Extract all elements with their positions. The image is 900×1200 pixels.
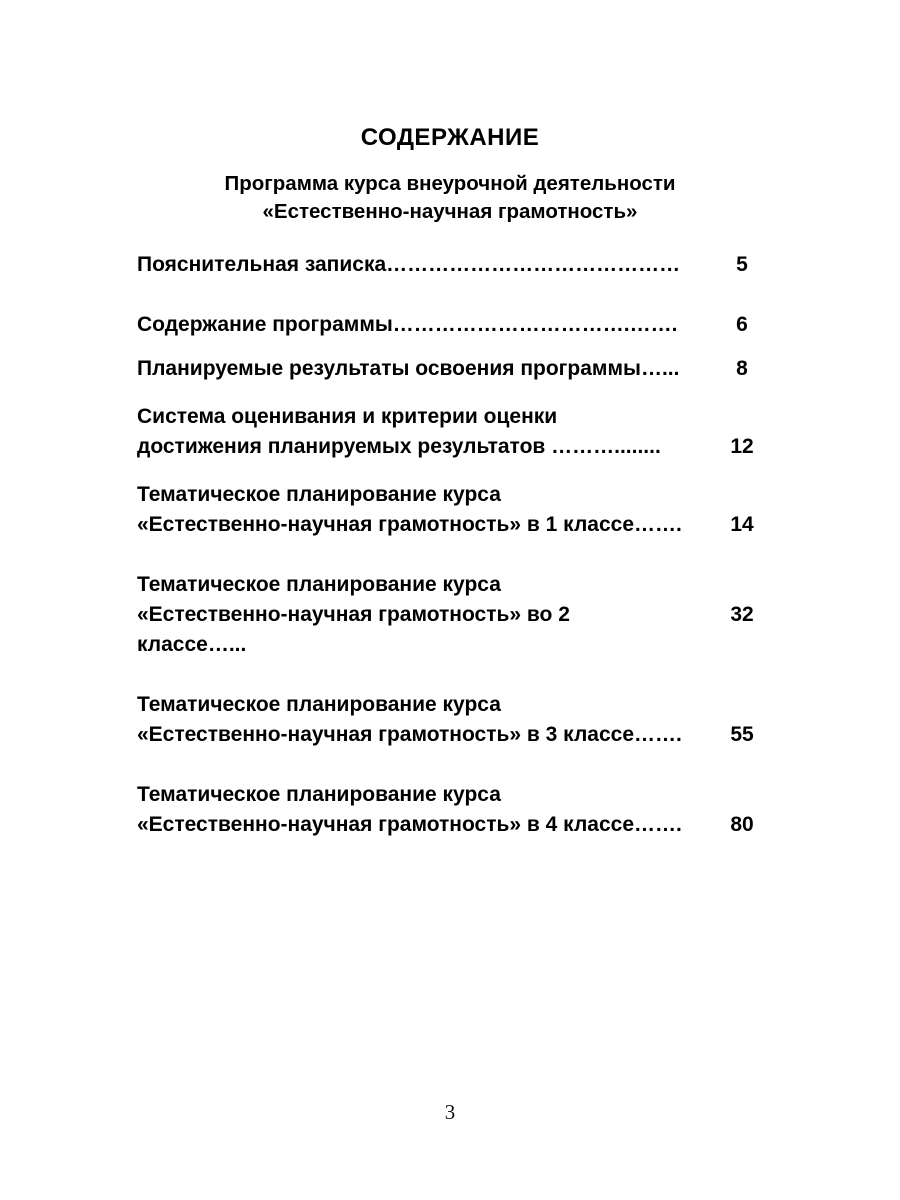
toc-entry-title [137,402,685,462]
toc-entry-line: достижения планируемых результатов ………........ [137,435,661,458]
document-subtitle-line-1: Программа курса внеурочной деятельности [224,172,676,195]
toc-entry[interactable] [137,402,777,462]
toc-entry-title [137,780,685,840]
toc-entry-line: Тематическое планирование курса [137,693,501,716]
toc-entry[interactable] [137,250,777,280]
document-subtitle [0,170,900,226]
toc-entry-page-number: 80 [730,813,754,836]
toc-entry-line: Пояснительная записка…………………………………… [137,253,681,276]
toc-entry-page-number: 12 [730,435,754,458]
toc-entry-line: Тематическое планирование курса [137,573,501,596]
toc-entry-line: Система оценивания и критерии оценки [137,405,558,428]
document-subtitle-line-2: «Естественно-научная грамотность» [262,200,638,223]
page-title: СОДЕРЖАНИЕ [360,124,540,152]
toc-entry-line: Содержание программы…………………………….……. [137,313,678,336]
toc-entry-page-number: 32 [730,603,754,626]
toc-entry-title [137,310,685,340]
page-number-footer: 3 [444,1100,456,1124]
toc-entry-title [137,250,685,280]
toc-entry-page-number: 8 [736,357,748,380]
table-of-contents [137,250,777,840]
toc-entry[interactable] [137,690,777,750]
toc-entry[interactable] [137,570,777,660]
toc-entry-page-number: 6 [736,313,748,336]
toc-entry-line: «Естественно-научная грамотность» в 4 классе……. [137,813,682,836]
toc-entry-line: «Естественно-научная грамотность» в 1 классе……. [137,513,682,536]
toc-entry-line: «Естественно-научная грамотность» во 2 классе…... [137,603,576,656]
toc-entry-title [137,570,685,660]
toc-entry-page-number: 5 [736,253,748,276]
toc-entry-title [137,690,685,750]
toc-entry-page-number: 55 [730,723,754,746]
toc-entry-line: Тематическое планирование курса [137,483,501,506]
toc-entry-line: «Естественно-научная грамотность» в 3 классе……. [137,723,682,746]
toc-entry-line: Тематическое планирование курса [137,783,501,806]
toc-entry-title [137,480,685,540]
toc-entry-page-number: 14 [730,513,754,536]
toc-entry[interactable] [137,780,777,840]
toc-entry[interactable] [137,480,777,540]
toc-entry[interactable] [137,310,777,340]
toc-entry[interactable] [137,354,777,384]
toc-entry-title [137,354,685,384]
toc-entry-line: Планируемые результаты освоения программы…... [137,357,680,380]
